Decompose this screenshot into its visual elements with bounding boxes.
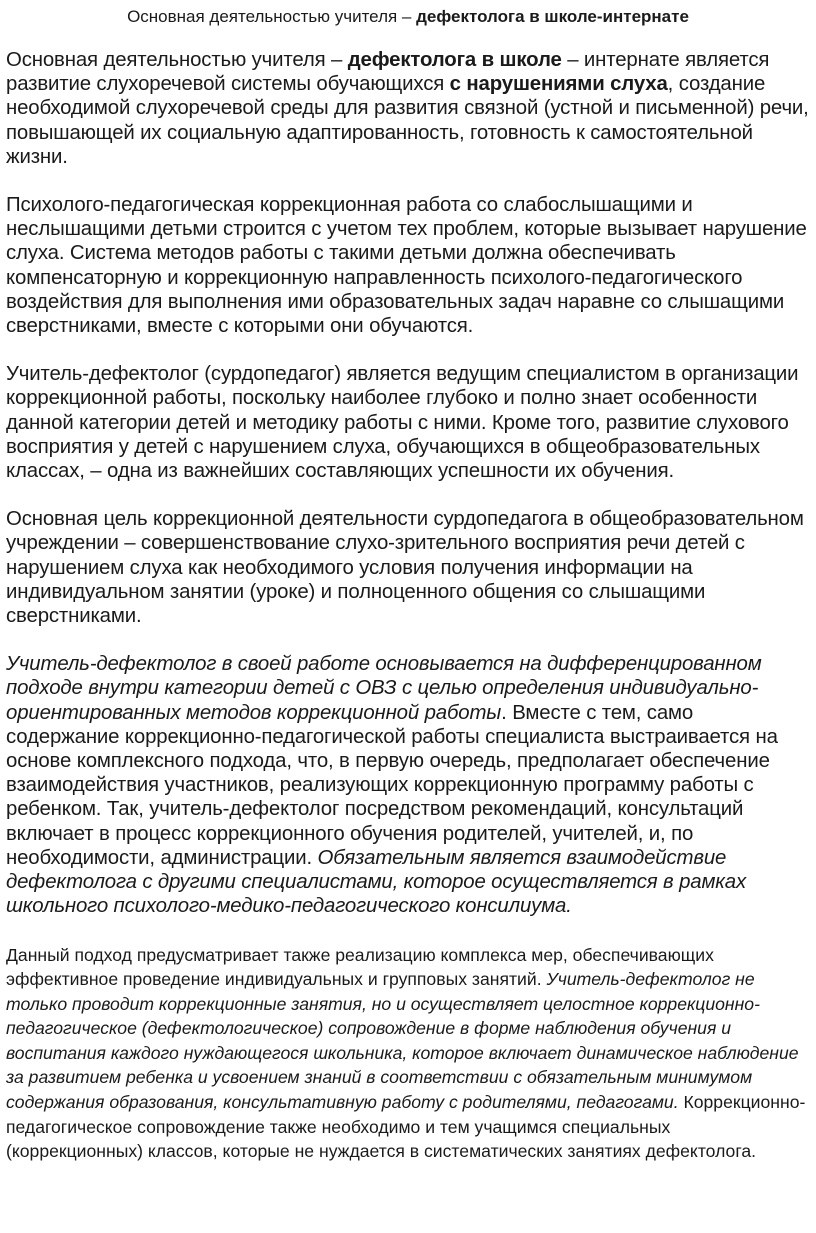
paragraph-4: Основная цель коррекционной деятельности сурдопедагога в общеобразовательном учреждении – совершенствование слухо-зрительного восприятия речи детей с нарушением слуха как необходимого условия получения информации на индивидуальном занятии (уроке) и полноценного общения со слышащими сверстниками. — [6, 508, 804, 628]
p1-bold-1: дефектолога в школе — [347, 49, 562, 71]
title-lead: Основная деятельностью учителя – — [127, 7, 417, 26]
p1-text-2: – интернате является развитие слухоречевой системы обучающихся — [6, 49, 770, 96]
p6-italic-1: Учитель-дефектолог не только проводит коррекционные занятия, но и осуществляет целостное коррекционно-педагогическое (дефектологическое) сопровождение в форме наблюдения обучения и воспитания каждого нуждающегося школьника, которое включает динамическое наблюдение за развитием ребенка и усвоением знаний в соответствии с обязательным минимумом содержания образования, консультативную работу с родителями, педагогами. — [6, 969, 799, 1113]
p1-text-1: Основная деятельностью учителя – — [6, 49, 348, 71]
p1-bold-2: с нарушениями слуха — [449, 73, 668, 96]
p5-italic-2: Обязательным является взаимодействие дефектолога с другими специалистами, которое осуществляется в рамках школьного психолого-медико-педагогического консилиума. — [6, 846, 746, 918]
paragraph-2: Психолого-педагогическая коррекционная работа со слабослышащими и неслышащими детьми строится с учетом тех проблем, которые вызывает нарушение слуха. Система методов работы с такими детьми должна обеспечивать компенсаторную и коррекционную направленность психолого-педагогического воздействия для выполнения ими образовательных задач наравне со слышащими сверстниками, вместе с которыми они обучаются. — [6, 194, 807, 338]
document-title — [6, 0, 810, 28]
p5-italic-1: Учитель-дефектолог в своей работе основывается на дифференцированном подходе внутри категории детей с ОВЗ с целью определения индивидуально-ориентированных методов коррекционной работы — [6, 653, 762, 724]
title-bold: дефектолога в школе-интернате — [416, 7, 689, 26]
paragraph-5 — [6, 652, 810, 918]
paragraph-1 — [6, 48, 810, 169]
p1-text-3: , создание необходимой слухоречевой среды для развития связной (устной и письменной) речи, повышающей их социальную адаптированность, готовность к самостоятельной жизни. — [6, 73, 809, 168]
p6-text-2: Коррекционно-педагогическое сопровождение также необходимо и тем учащимся специальных (коррекционных) классов, которые не нуждается в систематических занятиях дефектолога. — [6, 1092, 806, 1162]
p6-text-1: Данный подход предусматривает также реализацию комплекса мер, обеспечивающих эффективное проведение индивидуальных и групповых занятий. — [6, 944, 714, 990]
paragraph-6 — [6, 943, 810, 1164]
p5-text-1: . Вместе с тем, само содержание коррекционно-педагогической работы специалиста выстраивается на основе комплексного подхода, что, в первую очередь, предполагает обеспечение взаимодействия участников, реализующих коррекционную программу работы с ребенком. Так, учитель-дефектолог посредством рекомендаций, консультаций включает в процесс коррекционного обучения родителей, учителей, и, по необходимости, администрации. — [6, 701, 778, 869]
paragraph-3: Учитель-дефектолог (сурдопедагог) является ведущим специалистом в организации коррекционной работы, поскольку наиболее глубоко и полно знает особенности данной категории детей и методику работы с ними. Кроме того, развитие слухового восприятия у детей с нарушением слуха, обучающихся в общеобразовательных классах, – одна из важнейших составляющих успешности их обучения. — [6, 363, 799, 483]
